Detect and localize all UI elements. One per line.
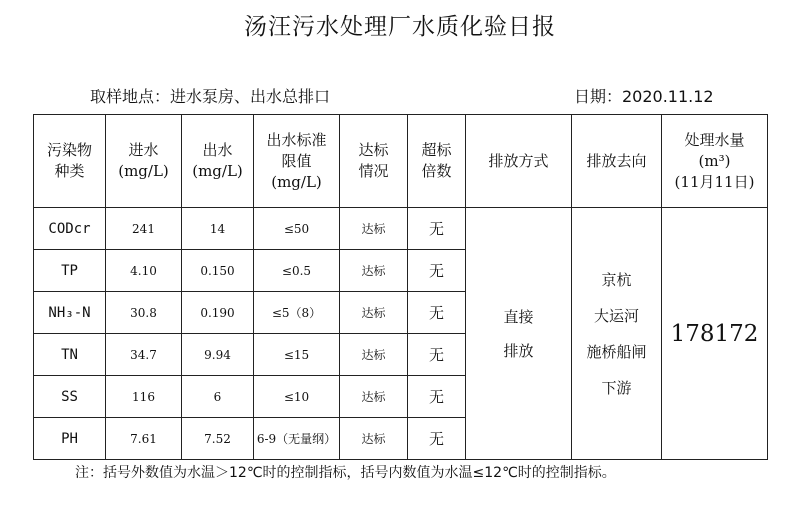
header-pollutant-line1: 污染物	[46, 141, 92, 159]
header-influent-line1: 进水	[128, 141, 159, 159]
pollutant-name: TP	[34, 250, 106, 292]
header-limit-line1: 出水标准	[266, 130, 327, 149]
sampling-location: 取样地点：进水泵房、出水总排口	[90, 87, 331, 106]
header-exceed-line1: 超标	[421, 141, 452, 159]
exceed-value: 无	[408, 250, 466, 292]
effluent-value: 0.190	[182, 292, 254, 334]
exceed-value: 无	[408, 292, 466, 334]
header-destination: 排放去向	[572, 115, 662, 208]
exceed-value: 无	[408, 376, 466, 418]
pollutant-name: SS	[34, 376, 106, 418]
table-header-row	[34, 115, 768, 208]
exceed-value: 无	[408, 418, 466, 460]
limit-value: ≤10	[254, 376, 340, 418]
influent-value: 34.7	[106, 334, 182, 376]
influent-value: 116	[106, 376, 182, 418]
status-value: 达标	[340, 418, 408, 460]
header-exceed-line2: 倍数	[421, 162, 452, 180]
destination-line3: 施桥船闸	[586, 342, 647, 361]
influent-value: 4.10	[106, 250, 182, 292]
header-volume-date: (11月11日)	[674, 172, 755, 191]
header-volume-line1: 处理水量	[684, 130, 745, 149]
pollutant-name: CODcr	[34, 208, 106, 250]
header-status	[340, 115, 408, 208]
exceed-value: 无	[408, 208, 466, 250]
report-title: 汤汪污水处理厂水质化验日报	[244, 14, 556, 40]
influent-value: 30.8	[106, 292, 182, 334]
header-status-line2: 情况	[358, 162, 389, 180]
header-effluent	[182, 115, 254, 208]
limit-value: 6-9（无量纲）	[254, 418, 340, 460]
destination-line2: 大运河	[593, 306, 639, 325]
header-effluent-unit: (mg/L)	[192, 162, 243, 180]
effluent-value: 0.150	[182, 250, 254, 292]
status-value: 达标	[340, 376, 408, 418]
header-influent-unit: (mg/L)	[118, 162, 169, 180]
header-method: 排放方式	[466, 115, 572, 208]
header-exceed	[408, 115, 466, 208]
status-value: 达标	[340, 334, 408, 376]
water-quality-table	[33, 114, 768, 460]
effluent-value: 9.94	[182, 334, 254, 376]
status-value: 达标	[340, 208, 408, 250]
exceed-value: 无	[408, 334, 466, 376]
header-influent	[106, 115, 182, 208]
destination-line4: 下游	[601, 378, 632, 397]
header-status-line1: 达标	[358, 141, 389, 159]
pollutant-name: NH₃-N	[34, 292, 106, 334]
header-limit-unit: (mg/L)	[271, 172, 322, 191]
header-limit-line2: 限值	[281, 151, 312, 170]
pollutant-name: PH	[34, 418, 106, 460]
treatment-volume: 178172	[662, 208, 768, 460]
effluent-value: 7.52	[182, 418, 254, 460]
header-limit	[254, 115, 340, 208]
status-value: 达标	[340, 292, 408, 334]
effluent-value: 14	[182, 208, 254, 250]
influent-value: 7.61	[106, 418, 182, 460]
influent-value: 241	[106, 208, 182, 250]
limit-value: ≤0.5	[254, 250, 340, 292]
header-pollutant	[34, 115, 106, 208]
table-row	[34, 208, 768, 250]
effluent-value: 6	[182, 376, 254, 418]
limit-value: ≤50	[254, 208, 340, 250]
discharge-destination	[572, 208, 662, 460]
header-pollutant-line2: 种类	[54, 162, 85, 180]
destination-line1: 京杭	[601, 270, 632, 289]
footnote: 注：括号外数值为水温＞12℃时的控制指标，括号内数值为水温≤12℃时的控制指标。	[75, 465, 616, 481]
status-value: 达标	[340, 250, 408, 292]
discharge-method-line2: 排放	[503, 341, 534, 360]
pollutant-name: TN	[34, 334, 106, 376]
header-volume-unit: (m³)	[698, 151, 731, 170]
limit-value: ≤15	[254, 334, 340, 376]
limit-value: ≤5（8）	[254, 292, 340, 334]
discharge-method-line1: 直接	[503, 307, 534, 326]
header-volume	[662, 115, 768, 208]
report-date: 日期：2020.11.12	[574, 87, 714, 106]
header-effluent-line1: 出水	[202, 141, 233, 159]
discharge-method	[466, 208, 572, 460]
